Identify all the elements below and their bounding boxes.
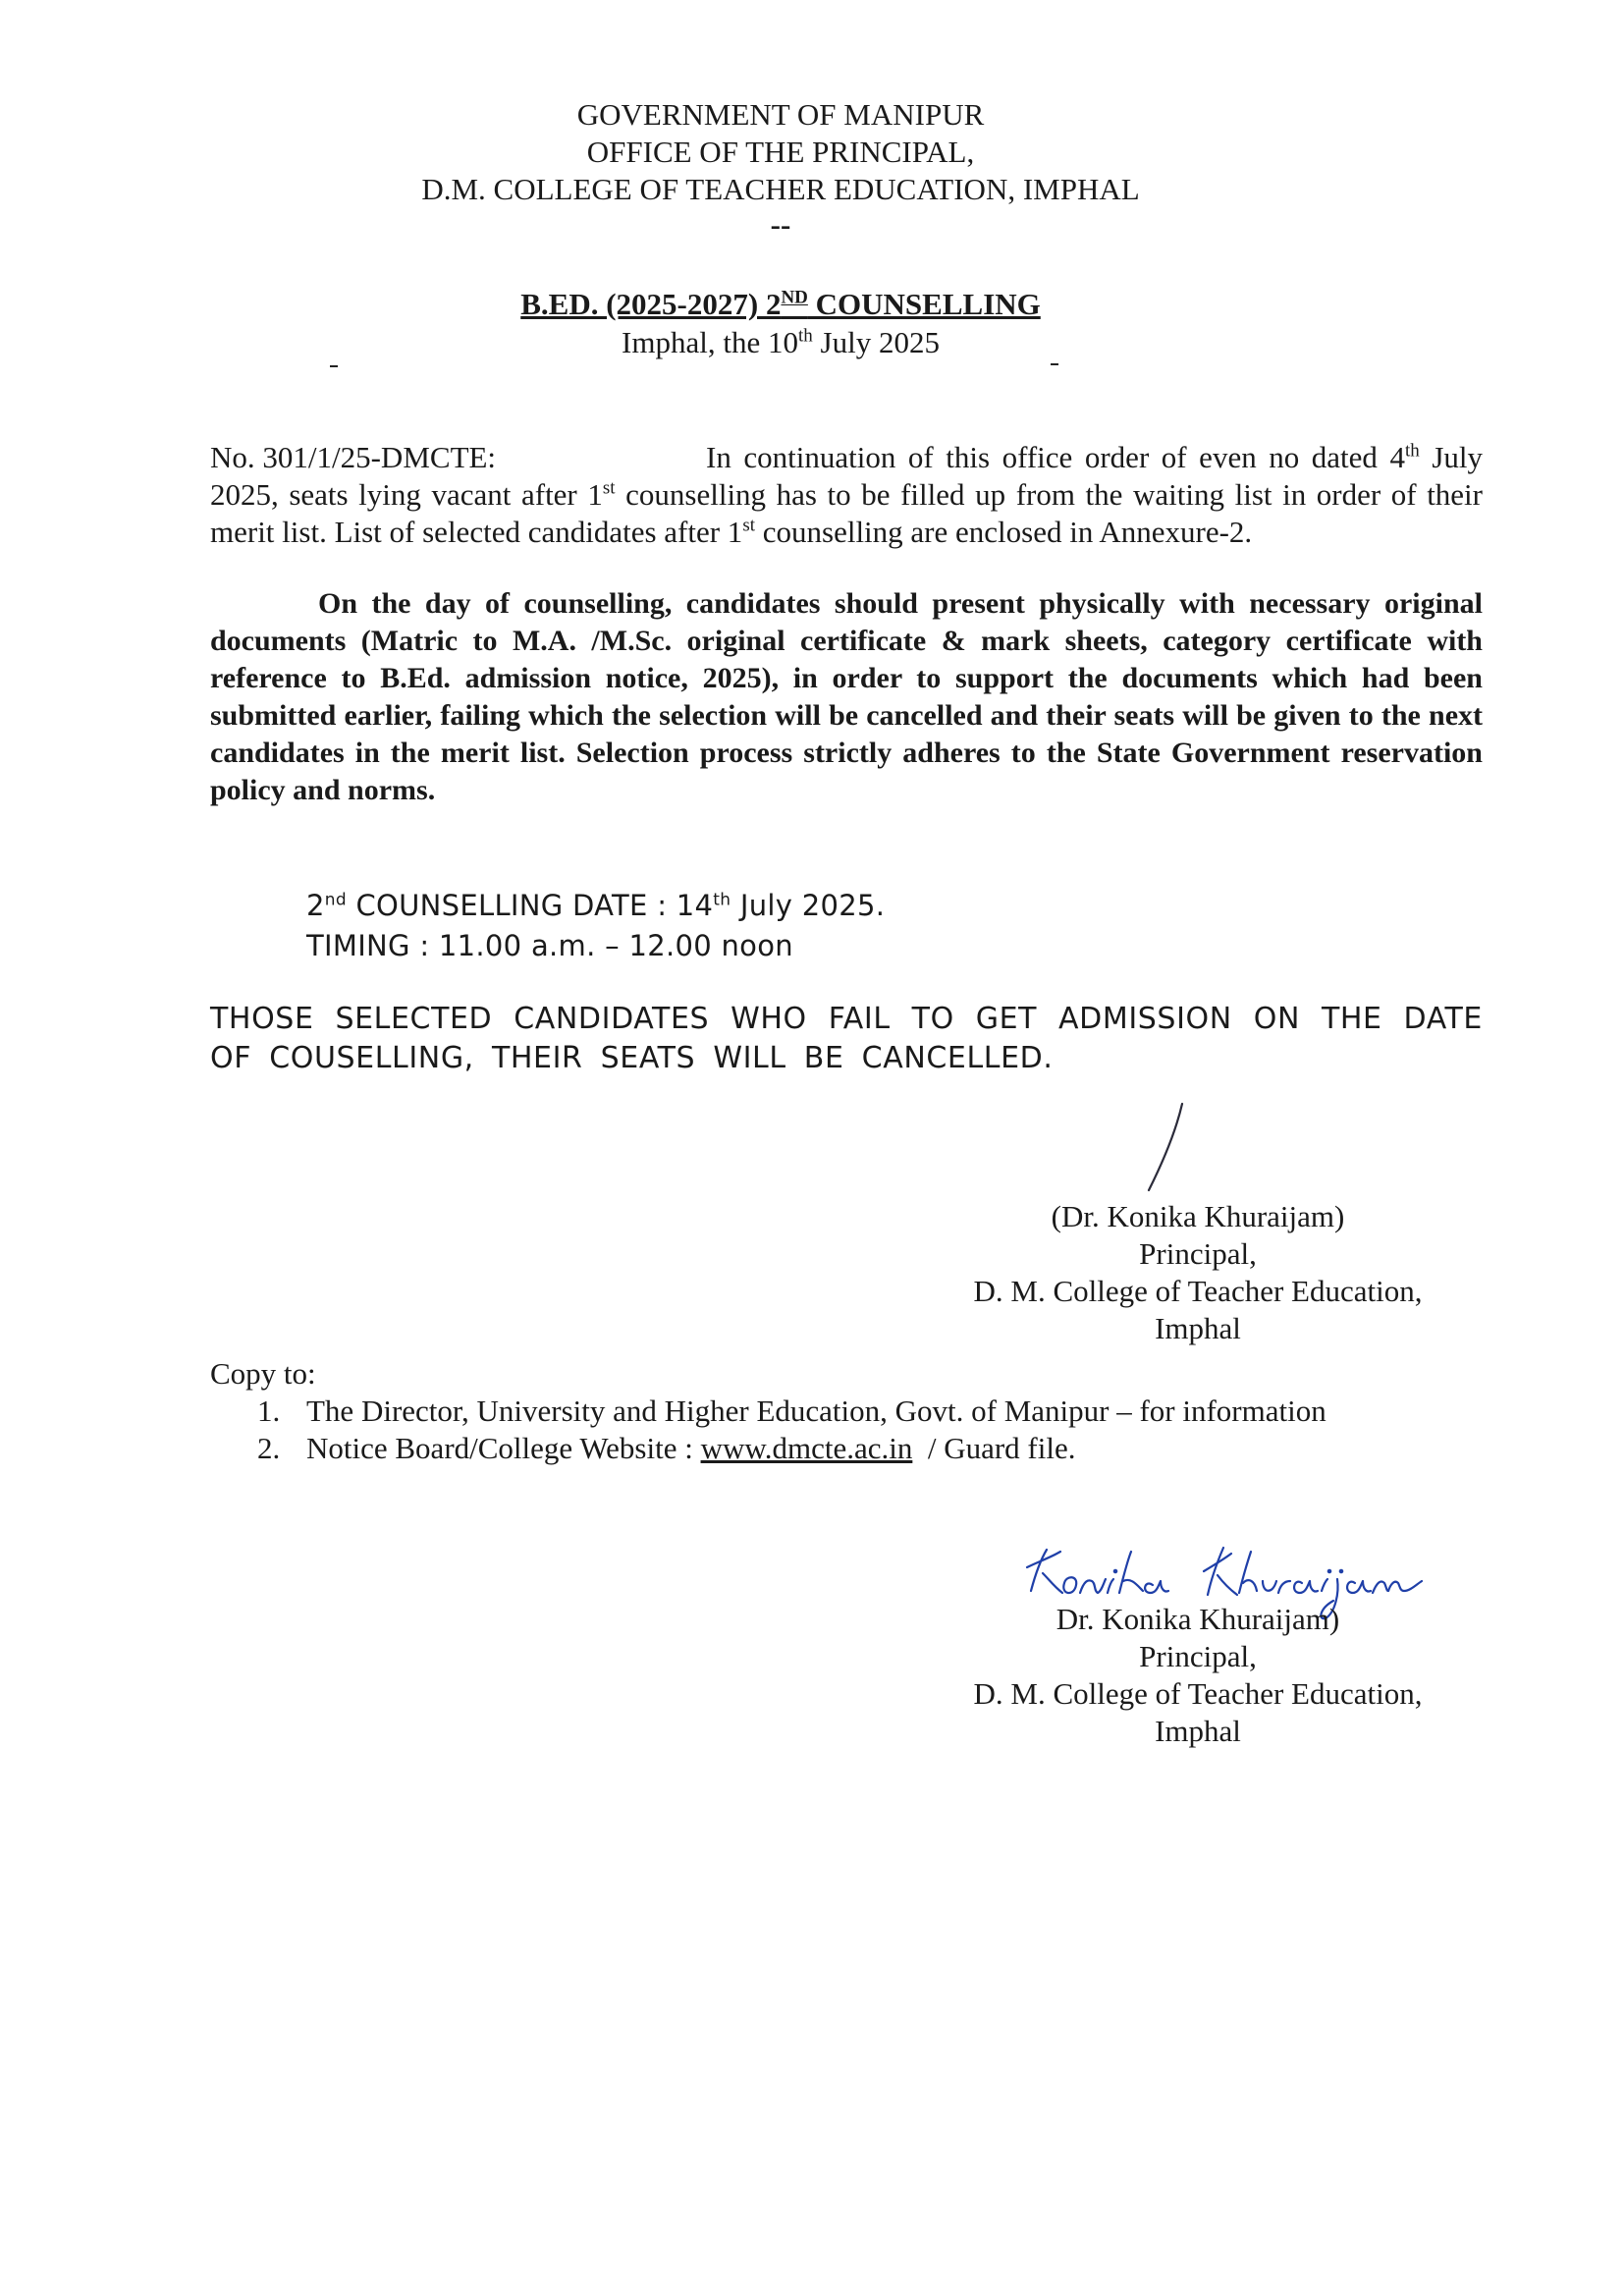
order-sup-c: st — [742, 515, 755, 536]
date-sup-1: nd — [324, 890, 347, 910]
copy-item-text-after: / Guard file. — [912, 1431, 1076, 1465]
dateline-suffix: July 2025 — [812, 325, 940, 359]
signatory-top-designation: Principal, — [1139, 1236, 1257, 1271]
order-sup-b: st — [602, 477, 616, 499]
scan-mark — [1051, 363, 1058, 365]
scan-mark — [330, 365, 338, 367]
signatory-top-place: Imphal — [1155, 1311, 1241, 1345]
date-prefix: 2 — [306, 889, 325, 922]
date-mid: COUNSELLING DATE : 14 — [346, 889, 714, 922]
signatory-bottom-place: Imphal — [1155, 1714, 1241, 1748]
order-sup-a: th — [1404, 440, 1420, 462]
copy-item-number: 2. — [257, 1431, 281, 1465]
dateline — [0, 324, 1561, 360]
signatory-bottom-institution: D. M. College of Teacher Education, — [973, 1676, 1423, 1711]
order-text-a: In continuation of this office order of even no dated 4 — [706, 440, 1405, 474]
title-suffix: COUNSELLING — [807, 287, 1041, 321]
date-suffix: July 2025. — [731, 889, 886, 922]
signatory-bottom-name: Dr. Konika Khuraijam) — [1056, 1602, 1340, 1636]
order-text-d: counselling are enclosed in Annexure-2. — [755, 515, 1253, 549]
copy-item-number: 1. — [257, 1394, 281, 1428]
signatory-top-name: (Dr. Konika Khuraijam) — [1051, 1199, 1345, 1233]
header-government: GOVERNMENT OF MANIPUR — [576, 97, 985, 132]
copy-to-item — [257, 1430, 1075, 1467]
header-office: OFFICE OF THE PRINCIPAL, — [586, 135, 975, 169]
copy-to-label: Copy to: — [210, 1356, 316, 1391]
date-sup-2: th — [713, 890, 731, 910]
order-reference-number: No. 301/1/25-DMCTE: — [210, 440, 497, 474]
college-website-link[interactable]: www.dmcte.ac.in — [700, 1431, 913, 1465]
title-sup: ND — [781, 287, 808, 308]
copy-item-text: Notice Board/College Website : — [306, 1431, 701, 1465]
instructions-paragraph: On the day of counselling, candidates should present physically with necessary original documents (Matric to M.A. /M.Sc. original certificate & mark sheets, category certificate with reference to B.Ed. admission notice, 2025), in order to support the documents which had been submitted earlier, failing which the selection will be cancelled and their seats will be given to the next candidates in the merit list. Selection process strictly adheres to the State Government reservation policy and norms. — [210, 587, 1483, 806]
dateline-prefix: Imphal, the 10 — [622, 325, 798, 359]
header-college: D.M. COLLEGE OF TEACHER EDUCATION, IMPHAL — [421, 172, 1140, 206]
signatory-bottom — [884, 1601, 1512, 1750]
header-separator: -- — [770, 207, 791, 242]
pen-tick-mark — [1139, 1100, 1198, 1198]
order-text-b: July 2025, seats lying vacant after 1 — [210, 440, 1483, 512]
order-paragraph — [210, 439, 1483, 551]
signatory-top-institution: D. M. College of Teacher Education, — [973, 1274, 1423, 1308]
title-prefix: B.ED. (2025-2027) 2 — [520, 287, 782, 321]
signatory-top — [884, 1198, 1512, 1347]
copy-item-text: The Director, University and Higher Education, Govt. of Manipur – for information — [306, 1394, 1326, 1428]
copy-to-item — [257, 1393, 1326, 1430]
notice-title — [0, 286, 1561, 322]
warning-text: THOSE SELECTED CANDIDATES WHO FAIL TO GET ADMISSION ON THE DATE OF COUSELLING, THEIR SEATS WILL BE CANCELLED. — [210, 1002, 1483, 1075]
counselling-date — [306, 886, 885, 925]
dateline-sup: th — [797, 325, 813, 347]
signatory-bottom-designation: Principal, — [1139, 1639, 1257, 1673]
counselling-timing: TIMING : 11.00 a.m. – 12.00 noon — [306, 929, 793, 962]
order-text-c: counselling has to be filled up from the waiting list in order of their merit list. List of selected candidates after 1 — [210, 477, 1483, 549]
